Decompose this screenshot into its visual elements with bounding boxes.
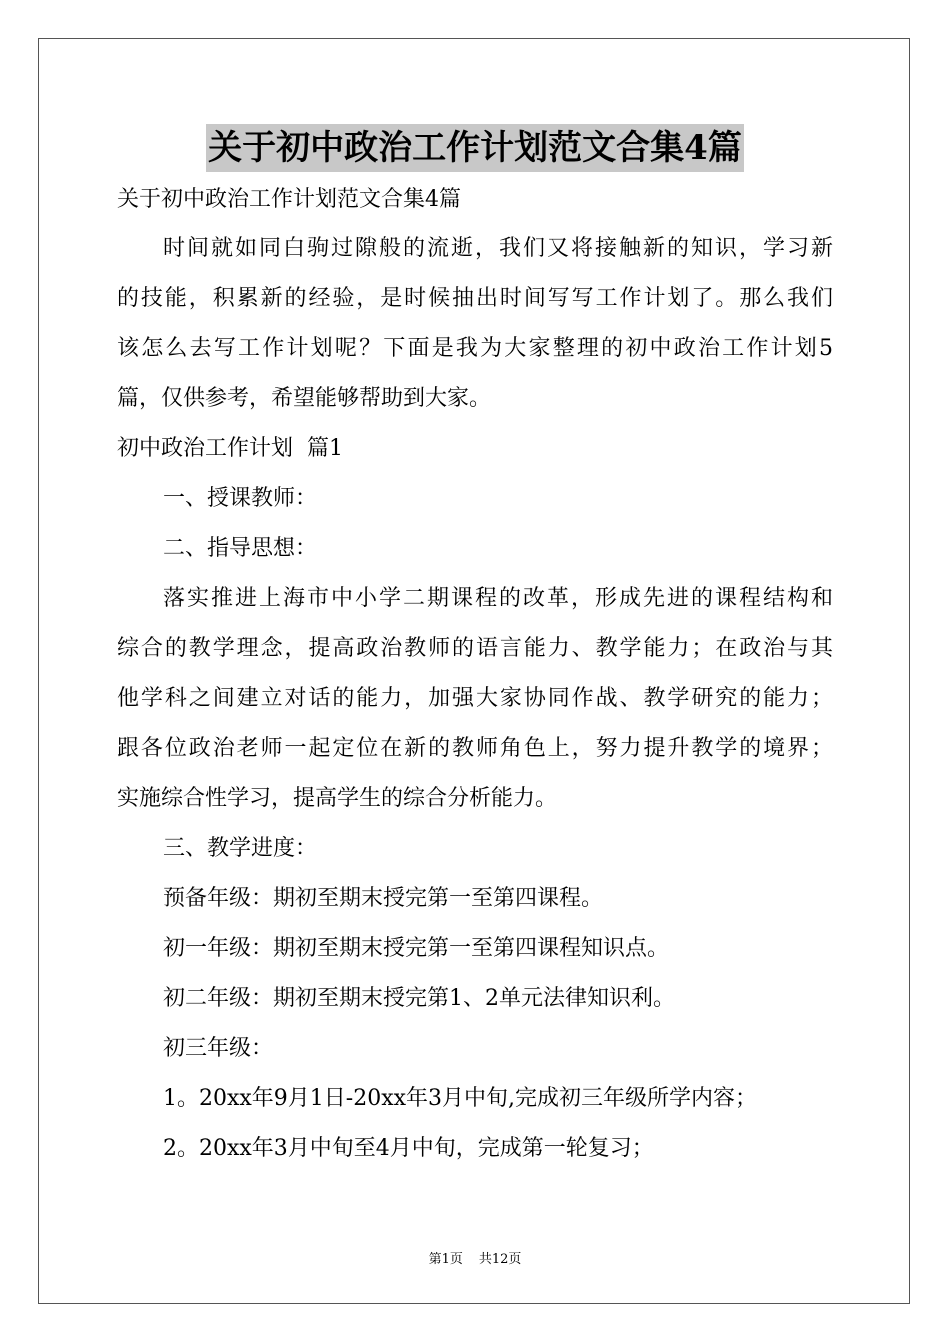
progress-item: 初一年级：期初至期末授完第一至第四课程知识点。 [163,936,670,961]
page-footer [0,1248,950,1267]
progress-item: 1。20xx年9月1日-20xx年3月中旬,完成初三年级所学内容； [163,1086,758,1111]
item-progress: 三、教学进度： [163,836,318,861]
progress-item: 初二年级：期初至期末授完第1、2单元法律知识利。 [163,986,675,1011]
page-number-current: 第1页 [428,1252,463,1267]
progress-item: 预备年级：期初至期末授完第一至第四课程。 [163,886,604,911]
guiding-line: 综合的教学理念，提高政治教师的语言能力、教学能力；在政治与其 [117,636,833,661]
document-title: 关于初中政治工作计划范文合集4篇 [206,124,744,172]
item-guiding: 二、指导思想： [163,536,318,561]
item-teacher: 一、授课教师： [163,486,318,511]
document-subtitle: 关于初中政治工作计划范文合集4篇 [117,187,461,212]
section-heading: 初中政治工作计划 篇1 [117,436,343,461]
page-number-total: 共12页 [478,1252,522,1267]
intro-line: 该怎么去写工作计划呢？下面是我为大家整理的初中政治工作计划5 [117,336,833,361]
guiding-line: 他学科之间建立对话的能力，加强大家协同作战、教学研究的能力； [117,686,833,711]
intro-line: 时间就如同白驹过隙般的流逝，我们又将接触新的知识，学习新 [163,236,833,261]
document-body [117,176,833,1174]
guiding-line: 实施综合性学习，提高学生的综合分析能力。 [117,786,558,811]
guiding-line: 跟各位政治老师一起定位在新的教师角色上，努力提升教学的境界； [117,736,833,761]
intro-line: 的技能，积累新的经验，是时候抽出时间写写工作计划了。那么我们 [117,286,833,311]
progress-item: 初三年级： [163,1036,274,1061]
progress-item: 2。20xx年3月中旬至4月中旬，完成第一轮复习； [163,1136,654,1161]
guiding-line: 落实推进上海市中小学二期课程的改革，形成先进的课程结构和 [163,586,833,611]
intro-line: 篇，仅供参考，希望能够帮助到大家。 [117,386,492,411]
title-container [0,124,950,172]
